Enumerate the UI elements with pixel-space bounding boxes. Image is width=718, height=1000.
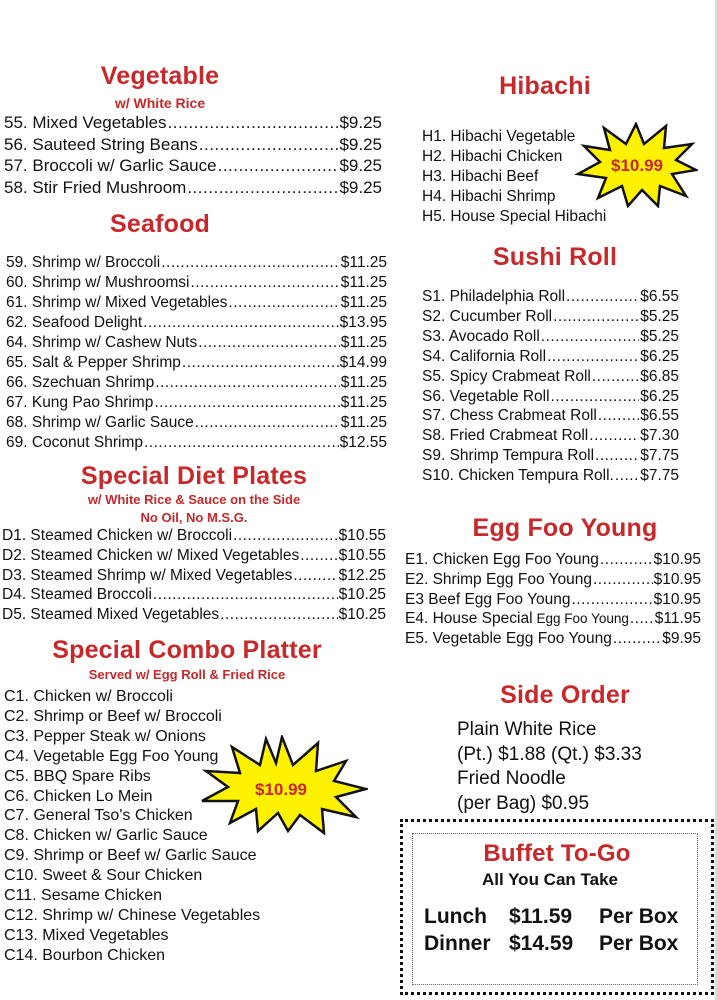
menu-item-label: S6. Vegetable Roll	[422, 387, 550, 405]
menu-item-label: 62. Seafood Delight	[6, 314, 143, 331]
menu-item-row	[2, 526, 386, 546]
menu-item-label: C11. Sesame Chicken	[4, 887, 162, 904]
menu-item-label: C8. Chicken w/ Garlic Sauce	[4, 827, 208, 845]
menu-item-price: $9.25	[339, 134, 382, 154]
menu-item-row	[422, 387, 679, 407]
menu-item-row	[6, 313, 387, 333]
menu-item-label: 58. Stir Fried Mushroom	[4, 177, 187, 197]
menu-item-label: C3. Pepper Steak w/ Onions	[4, 727, 206, 745]
menu-item-row	[422, 347, 679, 367]
menu-item-label: S10. Chicken Tempura Roll.	[422, 467, 614, 485]
menu-item-leader-dots	[300, 546, 337, 566]
menu-item-label: 68. Shrimp w/ Garlic Sauce	[6, 414, 194, 431]
menu-item-price: $11.25	[340, 374, 387, 391]
hibachi-price-starburst	[574, 122, 698, 208]
menu-item-label: 65. Salt & Pepper Shrimp	[6, 354, 181, 371]
menu-item-price: $10.55	[338, 546, 386, 564]
menu-item-label: C1. Chicken w/ Broccoli	[4, 688, 173, 705]
menu-item-row	[405, 590, 701, 610]
menu-item-price: $7.30	[640, 427, 679, 445]
menu-item-price: $6.55	[640, 407, 679, 425]
menu-item-price: $7.75	[640, 447, 679, 465]
menu-item-leader-dots	[541, 327, 639, 347]
menu-item-price: $11.25	[340, 394, 387, 411]
menu-item-price: $11.95	[654, 610, 701, 628]
menu-item-label: S7. Chess Crabmeat Roll	[422, 407, 597, 425]
menu-item-price: $11.25	[340, 334, 387, 351]
menu-item-leader-dots	[551, 387, 640, 407]
menu-item-label: 61. Shrimp w/ Mixed Vegetables	[6, 294, 228, 311]
menu-item-leader-dots	[168, 113, 339, 133]
menu-item-leader-dots	[593, 570, 653, 590]
menu-item-leader-dots	[613, 629, 661, 649]
diet-subtitle-2: No Oil, No M.S.G.	[140, 510, 248, 525]
menu-item-row	[422, 466, 679, 486]
menu-item-row	[422, 406, 679, 426]
menu-item-row	[4, 113, 382, 133]
hibachi-title: Hibachi	[499, 72, 591, 100]
menu-item-label: 55. Mixed Vegetables	[4, 113, 167, 132]
menu-item-leader-dots	[199, 135, 339, 155]
menu-item-label: C7. General Tso's Chicken	[4, 807, 193, 825]
menu-item-leader-dots	[600, 550, 653, 570]
menu-item-leader-dots	[195, 413, 340, 433]
sushi-title: Sushi Roll	[492, 243, 618, 271]
menu-item-row	[422, 426, 679, 446]
menu-item-row	[4, 178, 382, 198]
menu-item-row	[405, 629, 701, 649]
seafood-title: Seafood	[109, 210, 211, 238]
menu-item-label: 57. Broccoli w/ Garlic Sauce	[4, 156, 217, 175]
menu-item-label: 60. Shrimp w/ Mushroomsi	[6, 274, 190, 291]
menu-item-label: S3. Avocado Roll	[422, 327, 540, 345]
menu-item-label: C6. Chicken Lo Mein	[4, 787, 153, 805]
buffet-meal-unit: Per Box	[599, 905, 679, 928]
eggfoo-title: Egg Foo Young	[472, 514, 658, 542]
menu-item-price: $9.95	[662, 630, 701, 648]
menu-item-price: $9.25	[339, 177, 382, 197]
menu-item-label: 64. Shrimp w/ Cashew Nuts	[6, 334, 198, 351]
menu-item-label: E2. Shrimp Egg Foo Young	[405, 570, 592, 588]
menu-item-row	[6, 373, 387, 393]
menu-item-row	[422, 367, 679, 387]
menu-item-price: $10.25	[338, 606, 386, 624]
menu-item-price: $13.95	[339, 314, 387, 331]
menu-item-leader-dots	[143, 313, 338, 333]
menu-item-row	[2, 566, 386, 586]
vegetable-subtitle: w/ White Rice	[114, 95, 206, 111]
menu-item-price: $10.25	[338, 586, 386, 604]
diet-title: Special Diet Plates	[80, 462, 308, 490]
buffet-meal-price: $14.59	[509, 932, 574, 955]
buffet-title: Buffet To-Go	[483, 840, 631, 867]
menu-item-label: H3. Hibachi Beef	[422, 167, 539, 185]
menu-item-price: $5.25	[640, 327, 679, 345]
menu-item-leader-dots	[598, 406, 639, 426]
menu-item-price: $11.25	[340, 414, 387, 431]
menu-item-row	[405, 550, 701, 570]
menu-item-label: E4. House Special	[405, 610, 533, 628]
buffet-subtitle: All You Can Take	[481, 870, 619, 889]
menu-item-price: $10.95	[653, 590, 701, 608]
menu-item-label: D2. Steamed Chicken w/ Mixed Vegetables	[2, 546, 300, 564]
menu-item-leader-dots	[190, 273, 339, 293]
menu-item-label: C9. Shrimp or Beef w/ Garlic Sauce	[4, 847, 257, 865]
menu-item-row	[2, 546, 386, 566]
menu-item-row	[6, 333, 387, 353]
menu-item-leader-dots	[589, 426, 639, 446]
hibachi-price-badge: $10.99	[611, 156, 663, 175]
menu-item-leader-dots	[571, 590, 652, 610]
menu-item-price: $12.55	[339, 434, 387, 451]
menu-item-leader-dots	[592, 367, 639, 387]
menu-item-label: C12. Shrimp w/ Chinese Vegetables	[4, 906, 261, 924]
menu-item-leader-dots	[155, 373, 340, 393]
menu-item-price: $11.25	[340, 254, 387, 271]
menu-item-leader-dots	[218, 156, 339, 176]
menu-item-label: C14. Bourbon Chicken	[4, 946, 165, 964]
menu-item-label: C13. Mixed Vegetables	[4, 926, 169, 944]
menu-item-row	[2, 585, 386, 605]
menu-item-label: Plain White Rice	[457, 719, 597, 740]
menu-item-label: E3 Beef Egg Foo Young	[405, 590, 571, 608]
menu-item-row	[405, 570, 701, 590]
menu-item-label: D1. Steamed Chicken w/ Broccoli	[2, 527, 233, 544]
menu-item-price: $9.25	[339, 113, 382, 132]
menu-item-price: $12.25	[338, 566, 386, 584]
menu-item-row	[6, 433, 387, 453]
menu-item-label: E5. Vegetable Egg Foo Young	[405, 630, 612, 648]
menu-item-leader-dots	[547, 347, 639, 367]
menu-item-label-small: Egg Foo Young	[536, 611, 629, 627]
menu-item-leader-dots	[161, 253, 340, 273]
menu-item-label: C5. BBQ Spare Ribs	[4, 767, 151, 785]
menu-item-row	[6, 353, 387, 373]
vegetable-title: Vegetable	[100, 62, 220, 90]
menu-item-price: $10.95	[653, 570, 701, 588]
menu-item-label: D3. Steamed Shrimp w/ Mixed Vegetables	[2, 566, 293, 584]
menu-item-row	[6, 293, 387, 313]
menu-item-label: 59. Shrimp w/ Broccoli	[6, 254, 161, 271]
menu-item-leader-dots	[187, 178, 338, 198]
menu-item-label: C2. Shrimp or Beef w/ Broccoli	[4, 707, 222, 725]
menu-item-row	[6, 393, 387, 413]
menu-item-leader-dots	[293, 566, 337, 586]
menu-item-row	[6, 253, 387, 273]
menu-item-price: $14.99	[339, 354, 387, 371]
menu-item-leader-dots	[220, 605, 337, 625]
menu-item-label: D4. Steamed Broccoli	[2, 586, 152, 604]
menu-item-label: S9. Shrimp Tempura Roll	[422, 447, 595, 465]
menu-item-leader-dots	[553, 307, 639, 327]
menu-item-row	[422, 307, 679, 327]
menu-item-label: H5. House Special Hibachi	[422, 207, 607, 225]
menu-item-label: 67. Kung Pao Shrimp	[6, 394, 154, 411]
menu-item-label: E1. Chicken Egg Foo Young	[405, 551, 599, 568]
menu-item-label: C10. Sweet & Sour Chicken	[4, 867, 203, 885]
menu-item-label: H1. Hibachi Vegetable	[422, 128, 576, 145]
menu-item-row	[2, 605, 386, 625]
combo-price-badge: $10.99	[255, 780, 307, 799]
diet-subtitle-1: w/ White Rice & Sauce on the Side	[87, 492, 301, 507]
menu-item-price: $7.75	[640, 467, 679, 485]
menu-item-row	[405, 609, 701, 629]
menu-item-leader-dots	[228, 293, 339, 313]
menu-item-label: H2. Hibachi Chicken	[422, 147, 563, 165]
buffet-meal-label: Lunch	[424, 905, 487, 928]
menu-item-row	[422, 446, 679, 466]
menu-item-row	[4, 156, 382, 176]
menu-item-label: S4. California Roll	[422, 347, 547, 365]
menu-item-leader-dots	[630, 609, 654, 629]
menu-item-leader-dots	[615, 466, 639, 486]
menu-item-leader-dots	[566, 287, 639, 307]
menu-item-leader-dots	[595, 446, 639, 466]
menu-item-label: H4. Hibachi Shrimp	[422, 187, 556, 205]
menu-item-leader-dots	[233, 526, 338, 546]
menu-item-label: S8. Fried Crabmeat Roll	[422, 427, 589, 445]
menu-item-row	[422, 287, 679, 307]
menu-item-label: (per Bag) $0.95	[457, 792, 590, 814]
buffet-meal-label: Dinner	[424, 932, 491, 955]
menu-item-row	[4, 135, 382, 155]
menu-item-leader-dots	[182, 353, 339, 373]
menu-item-leader-dots	[198, 333, 339, 353]
menu-item-row	[6, 273, 387, 293]
menu-item-row	[422, 327, 679, 347]
menu-item-row	[6, 413, 387, 433]
menu-item-label: (Pt.) $1.88 (Qt.) $3.33	[457, 743, 642, 765]
menu-item-price: $6.85	[640, 367, 679, 385]
menu-item-label: S1. Philadelphia Roll	[422, 288, 566, 305]
menu-item-price: $6.25	[640, 347, 679, 365]
menu-item-label: 56. Sauteed String Beans	[4, 134, 198, 154]
buffet-meal-unit: Per Box	[599, 932, 679, 955]
menu-item-label: 66. Szechuan Shrimp	[6, 374, 155, 391]
buffet-meal-price: $11.59	[509, 905, 573, 928]
menu-item-price: $11.25	[340, 274, 387, 291]
menu-item-price: $6.55	[640, 288, 679, 305]
menu-item-label: C4. Vegetable Egg Foo Young	[4, 747, 219, 765]
menu-item-price: $9.25	[339, 156, 382, 175]
side-order-title: Side Order	[500, 681, 630, 709]
combo-price-starburst	[196, 735, 368, 835]
combo-subtitle: Served w/ Egg Roll & Fried Rice	[88, 667, 286, 682]
menu-item-label: D5. Steamed Mixed Vegetables	[2, 606, 220, 624]
menu-item-label: S5. Spicy Crabmeat Roll	[422, 367, 591, 385]
menu-item-price: $5.25	[640, 307, 679, 325]
combo-title: Special Combo Platter	[52, 636, 322, 664]
menu-item-price: $10.55	[338, 527, 386, 544]
menu-item-price: $6.25	[640, 387, 679, 405]
menu-item-leader-dots	[144, 433, 339, 453]
menu-item-label: 69. Coconut Shrimp	[6, 434, 143, 451]
menu-item-label: Fried Noodle	[457, 768, 566, 789]
menu-item-leader-dots	[154, 393, 339, 413]
menu-item-price: $10.95	[653, 551, 701, 568]
menu-item-price: $11.25	[340, 294, 387, 311]
menu-item-label: S2. Cucumber Roll	[422, 307, 553, 325]
menu-item-leader-dots	[153, 585, 338, 605]
